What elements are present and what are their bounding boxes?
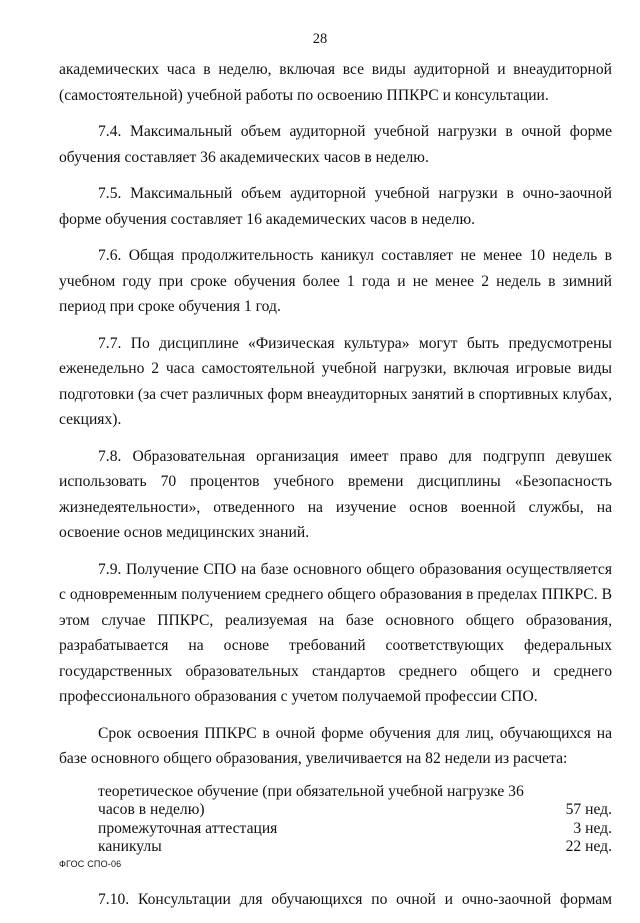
document-body [59,57,612,923]
paragraph-continuation: академических часа в неделю, включая все виды аудиторной и внеаудиторной (самостоятельной) учебной работы по освоению ППКРС и консультации. [59,61,612,104]
breakdown-value: 3 нед. [573,819,612,837]
breakdown-row-holidays [98,838,612,857]
breakdown-value: 57 нед. [565,801,612,818]
breakdown-row-attestation [98,820,612,839]
paragraph-duration: Срок освоения ППКРС в очной форме обучения для лиц, обучающихся на базе основного общего образования, увеличивается на 82 недели из расчета: [59,724,612,767]
breakdown-label: теоретическое обучение (при обязательной учебной нагрузке 36 часов в неделю) [98,782,524,818]
paragraph-7-8: 7.8. Образовательная организация имеет право для подгрупп девушек использовать 70 процентов учебного времени дисциплины «Безопасность жизнедеятельности», отведенного на изучение основ военной службы, на освоение основ медицинских знаний. [59,447,612,541]
paragraph-7-4: 7.4. Максимальный объем аудиторной учебной нагрузки в очной форме обучения составляет 36 академических часов в неделю. [59,123,612,166]
duration-breakdown [98,783,612,857]
paragraph-7-9: 7.9. Получение СПО на базе основного общего образования осуществляется с одновременным получением среднего общего образования в пределах ППКРС. В этом случае ППКРС, реализуемая на базе основного общего образования, разрабатывается на основе требований соответствующих федеральных государственных образовательных стандартов среднего общего и среднего профессионального образования с учетом получаемой профессии СПО. [59,560,612,705]
paragraph-7-7: 7.7. По дисциплине «Физическая культура» могут быть предусмотрены еженедельно 2 часа самостоятельной учебной нагрузки, включая игровые виды подготовки (за счет различных форм внеаудиторных занятий в спортивных клубах, секциях). [59,334,612,428]
paragraph-7-10: 7.10. Консультации для обучающихся по очной и очно-заочной формам [98,890,612,908]
breakdown-label: промежуточная аттестация [98,819,278,837]
paragraph-7-6: 7.6. Общая продолжительность каникул составляет не менее 10 недель в учебном году при сроке обучения более 1 года и не менее 2 недель в зимний период при сроке обучения 1 год. [59,247,612,315]
breakdown-row-theory [98,783,612,820]
spacer [59,857,612,887]
breakdown-label: каникулы [98,838,162,855]
breakdown-value: 22 нед. [565,838,612,855]
footer-standard-code: ФГОС СПО-06 [59,859,122,869]
paragraph-7-5: 7.5. Максимальный объем аудиторной учебной нагрузки в очно-заочной форме обучения составляет 16 академических часов в неделю. [59,185,612,228]
page-number: 28 [312,31,328,47]
